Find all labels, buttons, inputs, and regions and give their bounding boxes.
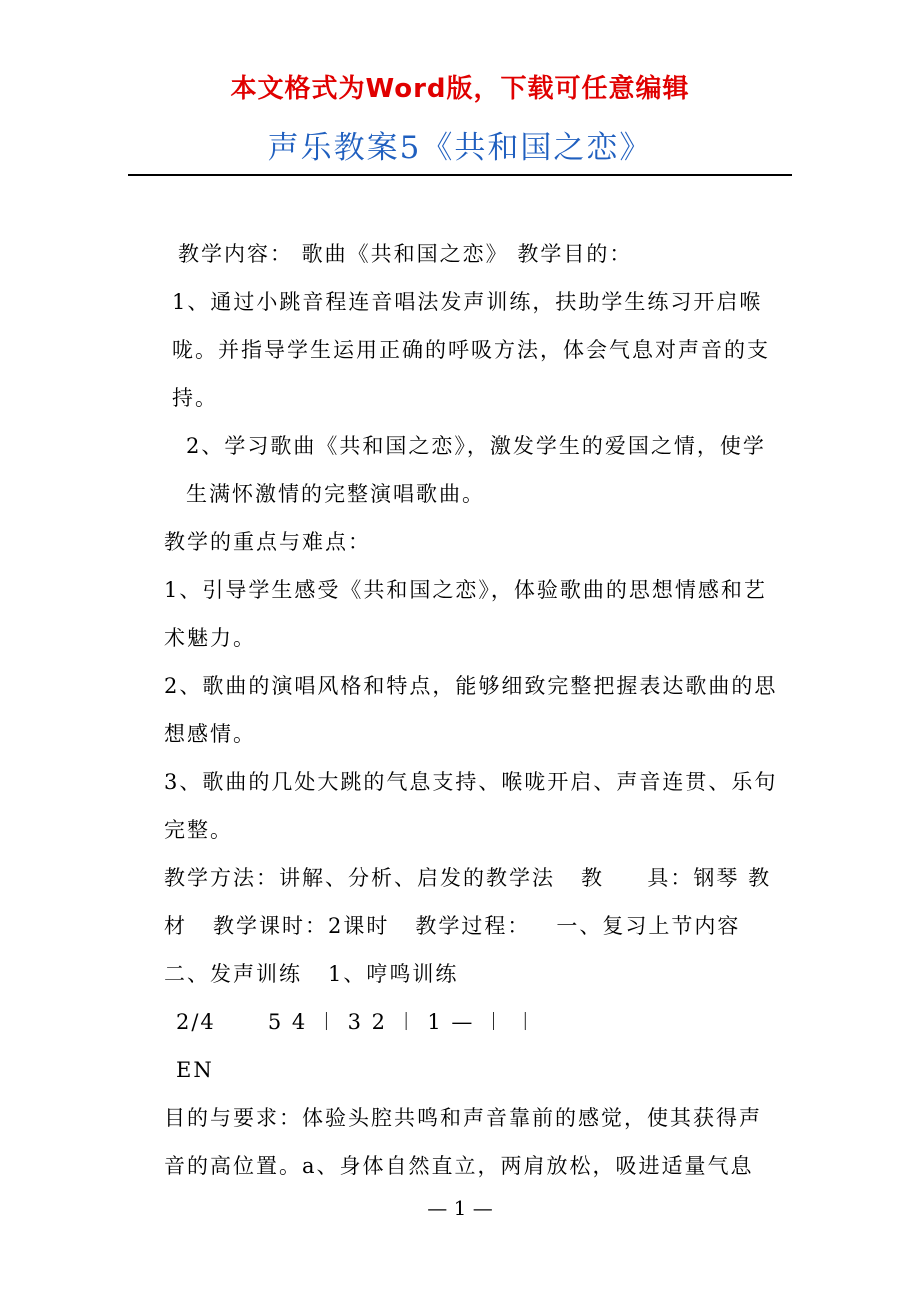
paragraph-requirements: 目的与要求：体验头腔共鸣和声音靠前的感觉，使其获得声音的高位置。a、身体自然直立，两肩放松，吸进适量气息 bbox=[164, 1106, 762, 1178]
page-number: — 1 — bbox=[427, 1196, 493, 1220]
title-divider bbox=[128, 174, 792, 176]
paragraph-methods: 教学方法：讲解、分析、启发的教学法 教 具：钢琴 教材 教学课时：2课时 教学过程： 一、复习上节内容 二、发声训练 1、哼鸣训练 bbox=[164, 866, 772, 986]
format-banner: 本文格式为Word版，下载可任意编辑 bbox=[230, 74, 690, 104]
paragraph-en: EN bbox=[176, 1058, 214, 1082]
paragraph-objective-1: 1、通过小跳音程连音唱法发声训练，扶助学生练习开启喉咙。并指导学生运用正确的呼吸方法，体会气息对声音的支持。 bbox=[172, 290, 770, 410]
paragraph-key-point-1: 1、引导学生感受《共和国之恋》，体验歌曲的思想情感和艺术魅力。 bbox=[164, 578, 767, 650]
paragraph-key-points-heading: 教学的重点与难点： bbox=[164, 530, 371, 554]
paragraph-notation: 2/4 5 4 ︱ 3 2 ︱ 1 — ︱ ︱ bbox=[176, 1010, 538, 1034]
document-body bbox=[140, 230, 782, 1190]
paragraph-key-point-2: 2、歌曲的演唱风格和特点，能够细致完整把握表达歌曲的思想感情。 bbox=[164, 674, 778, 746]
document-title: 声乐教案5《共和国之恋》 bbox=[267, 130, 653, 166]
paragraph-objective-2: 2、学习歌曲《共和国之恋》，激发学生的爱国之情，使学生满怀激情的完整演唱歌曲。 bbox=[186, 434, 766, 506]
paragraph-key-point-3: 3、歌曲的几处大跳的气息支持、喉咙开启、声音连贯、乐句完整。 bbox=[164, 770, 778, 842]
paragraph-teaching-content: 教学内容： 歌曲《共和国之恋》 教学目的： bbox=[178, 242, 633, 266]
